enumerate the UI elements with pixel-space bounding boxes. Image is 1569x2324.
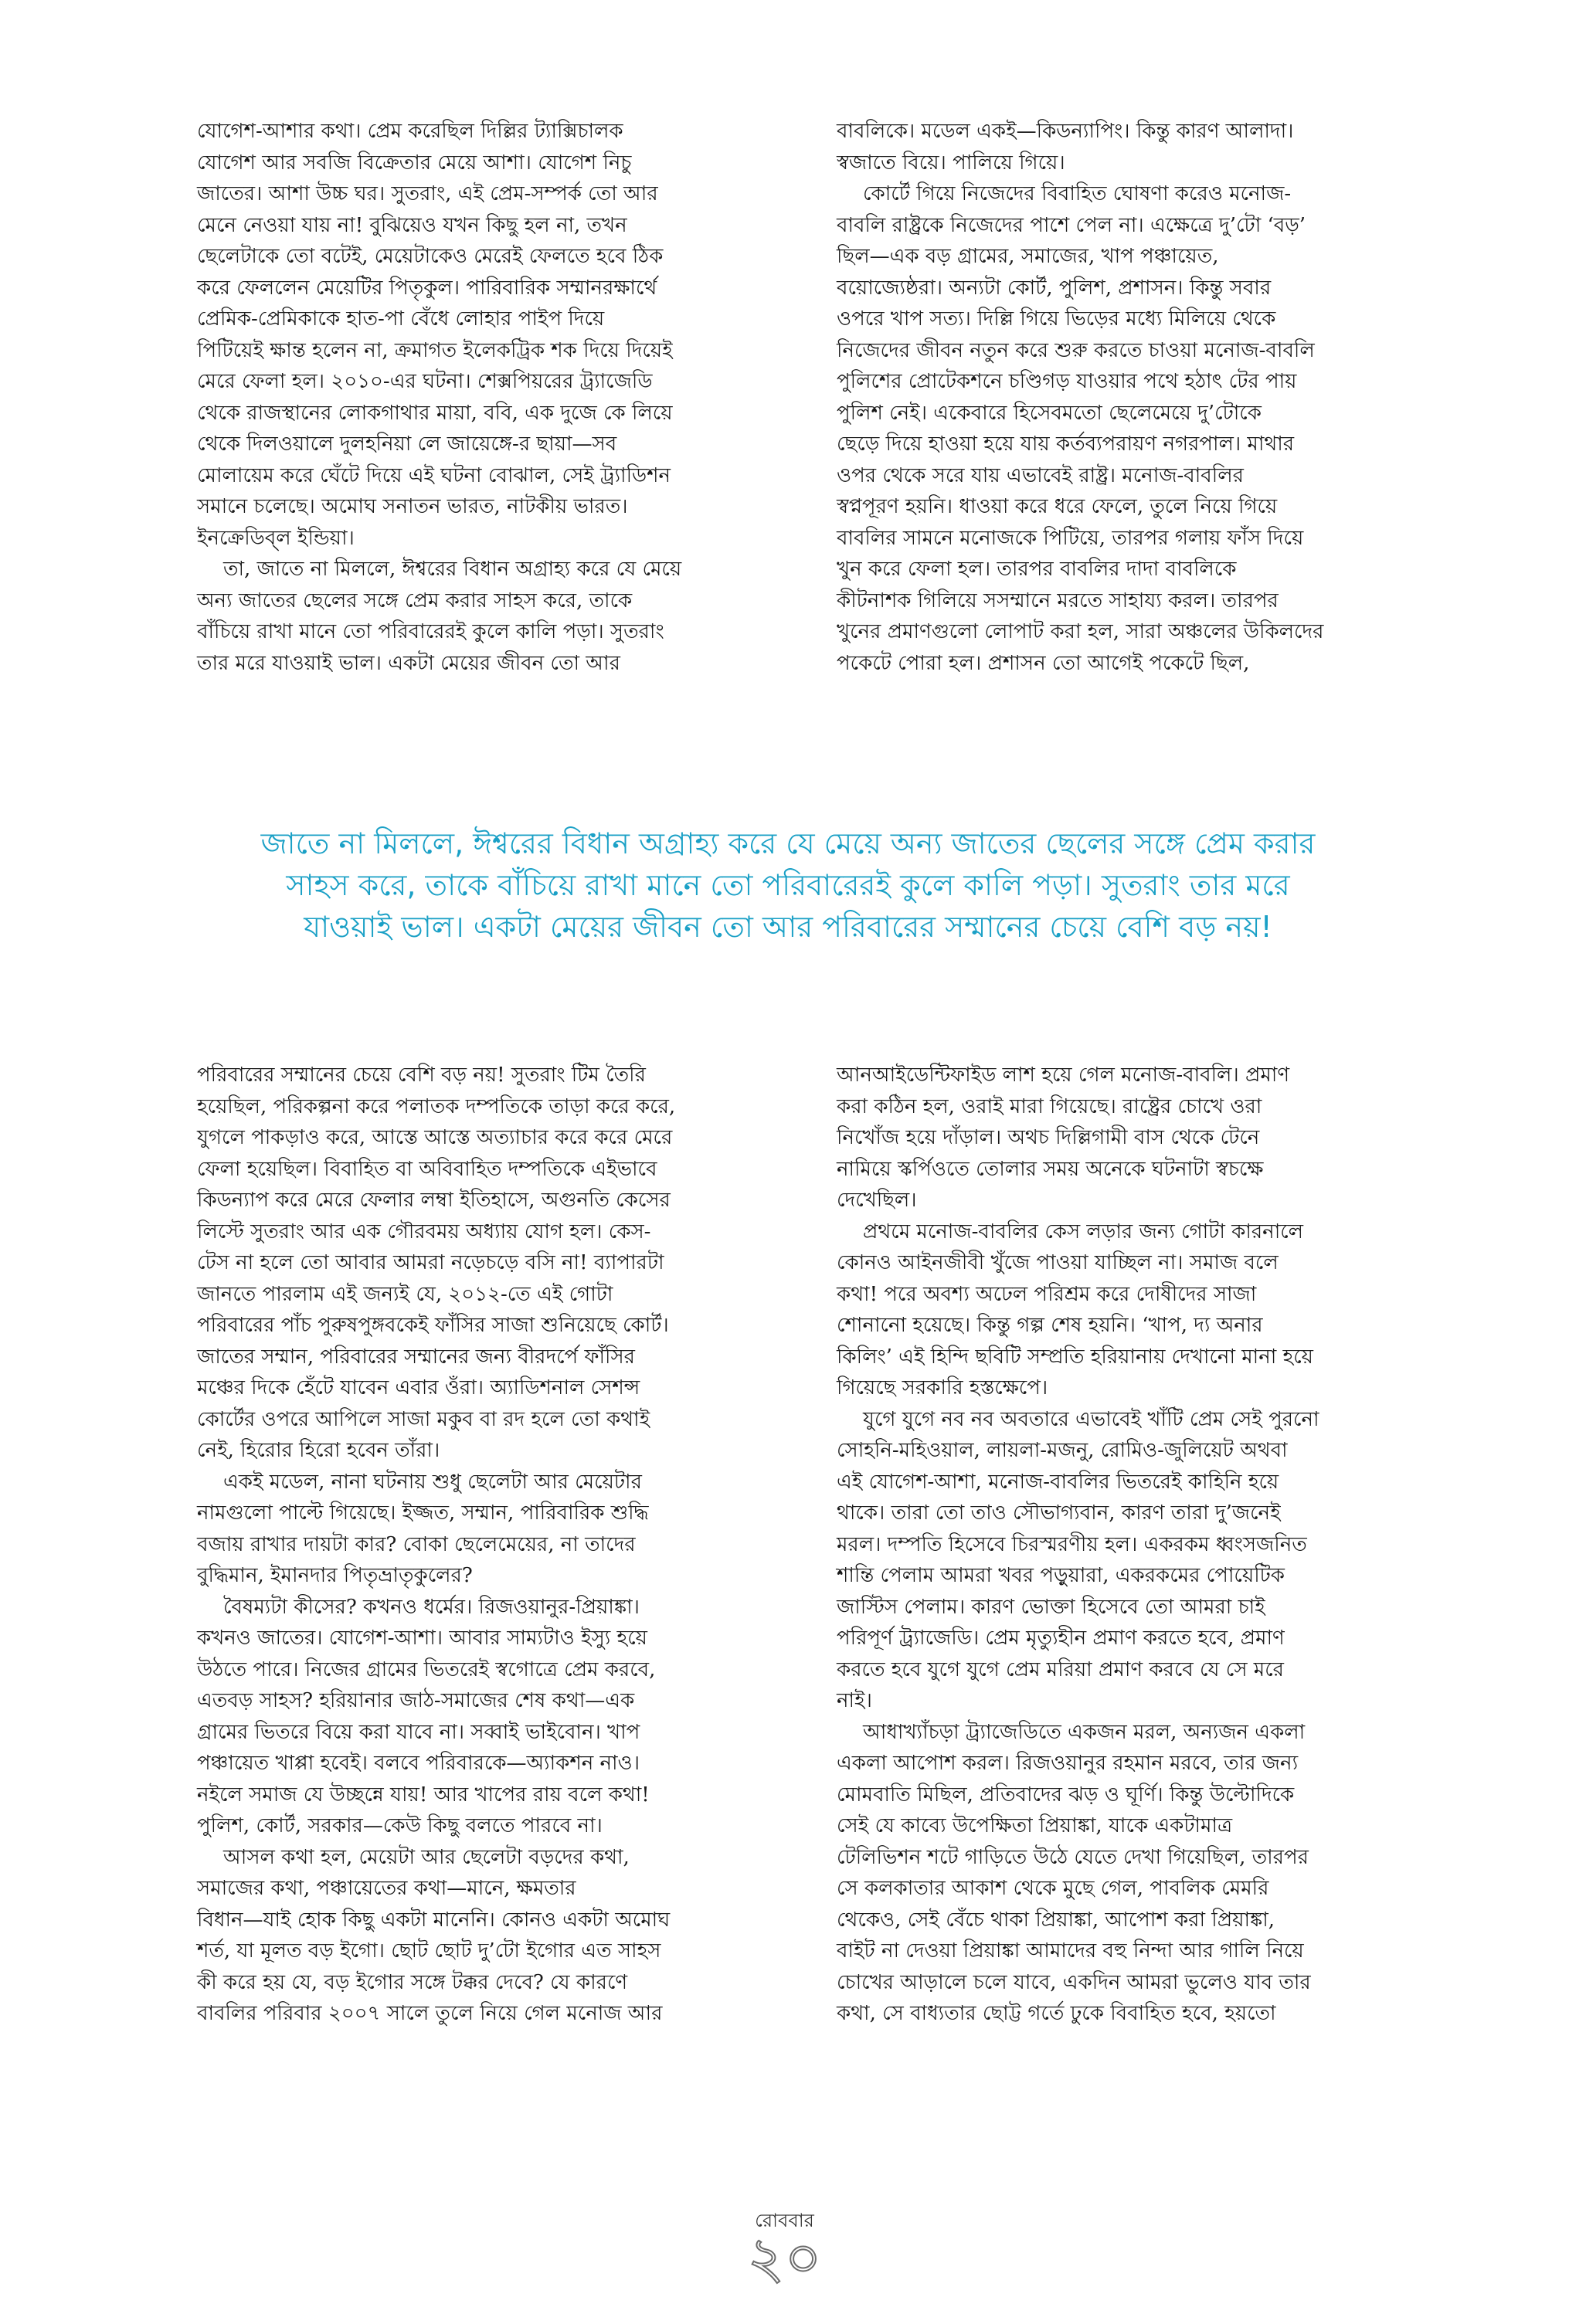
paragraph: পরিবারের সম্মানের চেয়ে বেশি বড় নয়! সুতরাং টিম তৈরি হয়েছিল, পরিকল্পনা করে পলাতক দম্পতিকে তাড়া করে করে, যুগলে পাকড়াও করে, আস্তে আস্তে অত্যাচার করে করে মেরে ফেলা হয়েছিল। বিবাহিত বা অবিবাহিত দম্পতিকে এইভাবে কিডন্যাপ করে মেরে ফেলার লম্বা ইতিহাসে, অগুনতি কেসের লিস্টে সুতরাং আর এক গৌরবময় অধ্যায় যোগ হল। কেস- টেস না হলে তো আবার আমরা নড়েচড়ে বসি না! ব্যাপারটা জানতে পারলাম এই জন্যই যে, ২০১২-তে এই গোটা পরিবারের পাঁচ পুরুষপুঙ্গবকেই ফাঁসির সাজা শুনিয়েছে কোর্ট। জাতের সম্মান, পরিবারের সম্মানের জন্য বীরদর্পে ফাঁসির মঞ্চের দিকে হেঁটে যাবেন এবার ওঁরা। অ্যাডিশনাল সেশন্স কোর্টের ওপরে আপিলে সাজা মকুব বা রদ হলে তো কথাই নেই, হিরোর হিরো হবেন তাঁরা। [197,1064,676,1462]
paragraph: বাবলিকে। মডেল একই—কিডন্যাপিং। কিন্তু কারণ আলাদা। স্বজাতে বিয়ে। পালিয়ে গিয়ে। [837,120,1294,175]
article-column-top-right [837,116,1478,679]
paragraph: কোর্টে গিয়ে নিজেদের বিবাহিত ঘোষণা করেও মনোজ- বাবলি রাষ্ট্রকে নিজেদের পাশে পেল না। এক্ষেত্রে দু’টো ‘বড়’ ছিল—এক বড় গ্রামের, সমাজের, খাপ পঞ্চায়েত, বয়োজ্যেষ্ঠরা। অন্যটা কোর্ট, পুলিশ, প্রশাসন। কিন্তু সবার ওপরে খাপ সত্য। দিল্লি গিয়ে ভিড়ের মধ্যে মিলিয়ে থেকে নিজেদের জীবন নতুন করে শুরু করতে চাওয়া মনোজ-বাবলি পুলিশের প্রোটেকশনে চণ্ডিগড় যাওয়ার পথে হঠাৎ টের পায় পুলিশ নেই। একেবারে হিসেবমতো ছেলেমেয়ে দু’টোকে ছেড়ে দিয়ে হাওয়া হয়ে যায় কর্তব্যপরায়ণ নগরপাল। মাথার ওপর থেকে সরে যায় এভাবেই রাষ্ট্র। মনোজ-বাবলির স্বপ্নপূরণ হয়নি। ধাওয়া করে ধরে ফেলে, তুলে নিয়ে গিয়ে বাবলির সামনে মনোজকে পিটিয়ে, তারপর গলায় ফাঁস দিয়ে খুন করে ফেলা হল। তারপর বাবলির দাদা বাবলিকে কীটনাশক গিলিয়ে সসম্মানে মরতে সাহায্য করল। তারপর খুনের প্রমাণগুলো লোপাট করা হল, সারা অঞ্চলের উকিলদের পকেটে পোরা হল। প্রশাসন তো আগেই পকেটে ছিল, [837,182,1324,675]
paragraph: একই মডেল, নানা ঘটনায় শুধু ছেলেটা আর মেয়েটার নামগুলো পাল্টে গিয়েছে। ইজ্জত, সম্মান, পারিবারিক শুদ্ধি বজায় রাখার দায়টা কার? বোকা ছেলেমেয়ের, না তাদের বুদ্ধিমান, ইমানদার পিতৃভ্রাতৃকুলের? [197,1470,649,1587]
paragraph: তা, জাতে না মিললে, ঈশ্বরের বিধান অগ্রাহ্য করে যে মেয়ে অন্য জাতের ছেলের সঙ্গে প্রেম করার সাহস করে, তাকে বাঁচিয়ে রাখা মানে তো পরিবারেরই কুলে কালি পড়া। সুতরাং তার মরে যাওয়াই ভাল। একটা মেয়ের জীবন তো আর [197,558,682,675]
article-column-bottom-left [197,1060,838,2030]
paragraph: আনআইডেন্টিফাইড লাশ হয়ে গেল মনোজ-বাবলি। প্রমাণ করা কঠিন হল, ওরাই মারা গিয়েছে। রাষ্ট্রের চোখে ওরা নিখোঁজ হয়ে দাঁড়াল। অথচ দিল্লিগামী বাস থেকে টেনে নামিয়ে স্কর্পিওতে তোলার সময় অনেকে ঘটনাটা স্বচক্ষে দেখেছিল। [837,1064,1290,1212]
paragraph: আসল কথা হল, মেয়েটা আর ছেলেটা বড়দের কথা, সমাজের কথা, পঞ্চায়েতের কথা—মানে, ক্ষমতার বিধান—যাই হোক কিছু একটা মানেনি। কোনও একটা অমোঘ শর্ত, যা মূলত বড় ইগো। ছোট ছোট দু’টো ইগোর এত সাহস কী করে হয় যে, বড় ইগোর সঙ্গে টক্কর দেবে? যে কারণে বাবলির পরিবার ২০০৭ সালে তুলে নিয়ে গেল মনোজ আর [197,1845,671,2025]
paragraph: যোগেশ-আশার কথা। প্রেম করেছিল দিল্লির ট্যাক্সিচালক যোগেশ আর সবজি বিক্রেতার মেয়ে আশা। যোগেশ নিচু জাতের। আশা উচ্চ ঘর। সুতরাং, এই প্রেম-সম্পর্ক তো আর মেনে নেওয়া যায় না! বুঝিয়েও যখন কিছু হল না, তখন ছেলেটাকে তো বটেই, মেয়েটাকেও মেরেই ফেলতে হবে ঠিক করে ফেললেন মেয়েটির পিতৃকুল। পারিবারিক সম্মানরক্ষার্থে প্রেমিক-প্রেমিকাকে হাত-পা বেঁধে লোহার পাইপ দিয়ে পিটিয়েই ক্ষান্ত হলেন না, ক্রমাগত ইলেকট্রিক শক দিয়ে দিয়েই মেরে ফেলা হল। ২০১০-এর ঘটনা। শেক্সপিয়রের ট্র্যাজেডি থেকে রাজস্থানের লোকগাথার মায়া, ববি, এক দুজে কে লিয়ে থেকে দিলওয়ালে দুলহনিয়া লে জায়েঙ্গে-র ছায়া—সব মোলায়েম করে ঘেঁটে দিয়ে এই ঘটনা বোঝাল, সেই ট্র্যাডিশন সমানে চলেছে। অমোঘ সনাতন ভারত, নাটকীয় ভারত। ইনক্রেডিব্‌ল ইন্ডিয়া। [197,120,673,550]
paragraph: যুগে যুগে নব নব অবতারে এভাবেই খাঁটি প্রেম সেই পুরনো সোহনি-মহিওয়াল, লায়লা-মজনু, রোমিও-জুলিয়েট অথবা এই যোগেশ-আশা, মনোজ-বাবলির ভিতরেই কাহিনি হয়ে থাকে। তারা তো তাও সৌভাগ্যবান, কারণ তারা দু’জনেই মরল। দম্পতি হিসেবে চিরস্মরণীয় হল। একরকম ধ্বংসজনিত শান্তি পেলাম আমরা খবর পড়ুয়ারা, একরকমের পোয়েটিক জাস্টিস পেলাম। কারণ ভোক্তা হিসেবে তো আমরা চাই পরিপূর্ণ ট্র্যাজেডি। প্রেম মৃত্যুহীন প্রমাণ করতে হবে, প্রমাণ করতে হবে যুগে যুগে প্রেম মরিয়া প্রমাণ করবে যে সে মরে নাই। [837,1407,1319,1712]
pull-quote: জাতে না মিললে, ঈশ্বরের বিধান অগ্রাহ্য করে যে মেয়ে অন্য জাতের ছেলের সঙ্গে প্রেম করার সাহস করে, তাকে বাঁচিয়ে রাখা মানে তো পরিবারেরই কুলে কালি পড়া। সুতরাং তার মরে যাওয়াই ভাল। একটা মেয়ের জীবন তো আর পরিবারের সম্মানের চেয়ে বেশি বড় নয়! [260,826,1316,944]
article-column-bottom-right [837,1060,1478,2030]
page-footer [0,2209,1569,2292]
paragraph: প্রথমে মনোজ-বাবলির কেস লড়ার জন্য গোটা কারনালে কোনও আইনজীবী খুঁজে পাওয়া যাচ্ছিল না। সমাজ বলে কথা! পরে অবশ্য অঢেল পরিশ্রম করে দোষীদের সাজা শোনানো হয়েছে। কিন্তু গল্প শেষ হয়নি। ‘খাপ, দ্য অনার কিলিং’ এই হিন্দি ছবিটি সম্প্রতি হরিয়ানায় দেখানো মানা হয়ে গিয়েছে সরকারি হস্তক্ষেপে। [837,1220,1313,1399]
page-number: ২০ [747,2225,822,2292]
magazine-name: রোববার [755,2210,814,2231]
article-column-top-left [197,116,838,679]
paragraph: বৈষম্যটা কীসের? কখনও ধর্মের। রিজওয়ানুর-প্রিয়াঙ্কা। কখনও জাতের। যোগেশ-আশা। আবার সাম্যটাও ইস্যু হয়ে উঠতে পারে। নিজের গ্রামের ভিতরেই স্বগোত্রে প্রেম করবে, এতবড় সাহস? হরিয়ানার জাঠ-সমাজের শেষ কথা—এক গ্রামের ভিতরে বিয়ে করা যাবে না। সব্বাই ভাইবোন। খাপ পঞ্চায়েত খাপ্পা হবেই। বলবে পরিবারকে—অ্যাকশন নাও। নইলে সমাজ যে উচ্ছন্নে যায়! আর খাপের রায় বলে কথা! পুলিশ, কোর্ট, সরকার—কেউ কিছু বলতে পারবে না। [197,1595,656,1837]
paragraph: আধাখ্যাঁচড়া ট্র্যাজেডিতে একজন মরল, অন্যজন একলা একলা আপোশ করল। রিজওয়ানুর রহমান মরবে, তার জন্য মোমবাতি মিছিল, প্রতিবাদের ঝড় ও ঘূর্ণি। কিন্তু উল্টোদিকে সেই যে কাব্যে উপেক্ষিতা প্রিয়াঙ্কা, যাকে একটামাত্র টেলিভিশন শটে গাড়িতে উঠে যেতে দেখা গিয়েছিল, তারপর সে কলকাতার আকাশ থেকে মুছে গেল, পাবলিক মেমরি থেকেও, সেই বেঁচে থাকা প্রিয়াঙ্কা, আপোশ করা প্রিয়াঙ্কা, বাইট না দেওয়া প্রিয়াঙ্কা আমাদের বহু নিন্দা আর গালি নিয়ে চোখের আড়ালে চলে যাবে, একদিন আমরা ভুলেও যাব তার কথা, সে বাধ্যতার ছোট্ট গর্তে ঢুকে বিবাহিত হবে, হয়তো [837,1720,1311,2025]
